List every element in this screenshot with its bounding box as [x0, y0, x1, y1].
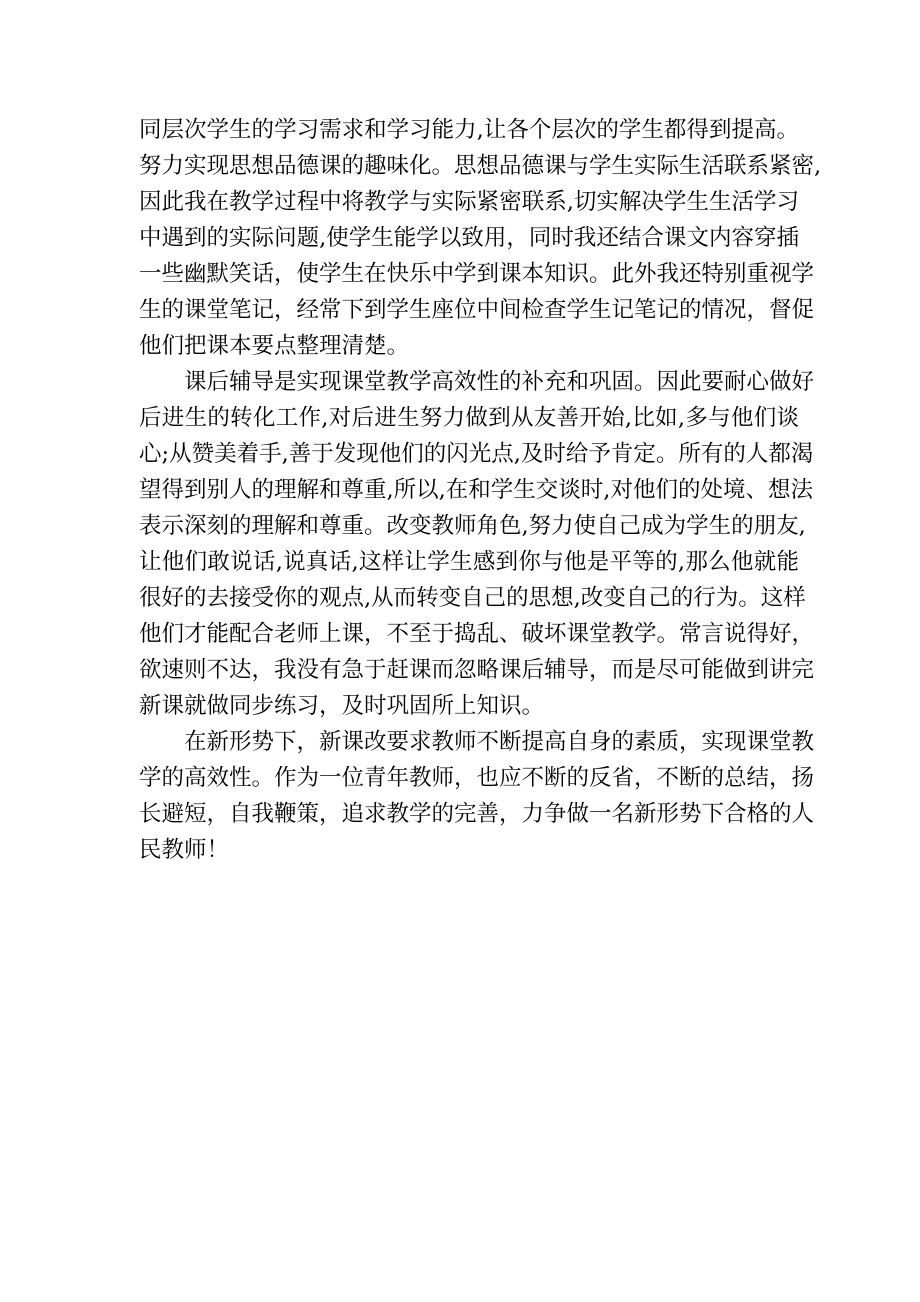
text-line: 生的课堂笔记，经常下到学生座位中间检查学生记笔记的情况，督促 — [139, 297, 815, 323]
text-line: 中遇到的实际问题,使学生能学以致用，同时我还结合课文内容穿插 — [139, 225, 799, 251]
text-line: 他们把课本要点整理清楚。 — [139, 333, 410, 359]
text-line: 一些幽默笑话，使学生在快乐中学到课本知识。此外我还特别重视学 — [139, 261, 815, 287]
text-line: 同层次学生的学习需求和学习能力,让各个层次的学生都得到提高。 — [139, 117, 799, 143]
text-line: 很好的去接受你的观点,从而转变自己的思想,改变自己的行为。这样 — [139, 585, 806, 611]
text-line: 望得到别人的理解和尊重,所以,在和学生交谈时,对他们的处境、想法 — [139, 477, 813, 503]
paragraph-first-line: 课后辅导是实现课堂教学高效性的补充和巩固。因此要耐心做好 — [184, 369, 815, 395]
text-line: 因此我在教学过程中将教学与实际紧密联系,切实解决学生生活学习 — [139, 189, 799, 215]
text-line: 民教师！ — [139, 837, 230, 863]
text-line: 他们才能配合老师上课，不至于捣乱、破坏课堂教学。常言说得好， — [139, 621, 815, 647]
text-line: 欲速则不达，我没有急于赶课而忽略课后辅导，而是尽可能做到讲完 — [139, 657, 815, 683]
text-line: 努力实现思想品德课的趣味化。思想品德课与学生实际生活联系紧密, — [139, 153, 822, 179]
text-line: 让他们敢说话,说真话,这样让学生感到你与他是平等的,那么他就能 — [139, 549, 799, 575]
text-line: 学的高效性。作为一位青年教师，也应不断的反省，不断的总结，扬 — [139, 765, 815, 791]
paragraph-first-line: 在新形势下，新课改要求教师不断提高自身的素质，实现课堂教 — [184, 729, 815, 755]
text-line: 长避短，自我鞭策，追求教学的完善，力争做一名新形势下合格的人 — [139, 801, 815, 827]
text-line: 表示深刻的理解和尊重。改变教师角色,努力使自己成为学生的朋友, — [139, 513, 806, 539]
text-line: 后进生的转化工作,对后进生努力做到从友善开始,比如,多与他们谈 — [139, 405, 799, 431]
text-line: 心;从赞美着手,善于发现他们的闪光点,及时给予肯定。所有的人都渴 — [139, 441, 814, 467]
text-line: 新课就做同步练习，及时巩固所上知识。 — [139, 693, 545, 719]
